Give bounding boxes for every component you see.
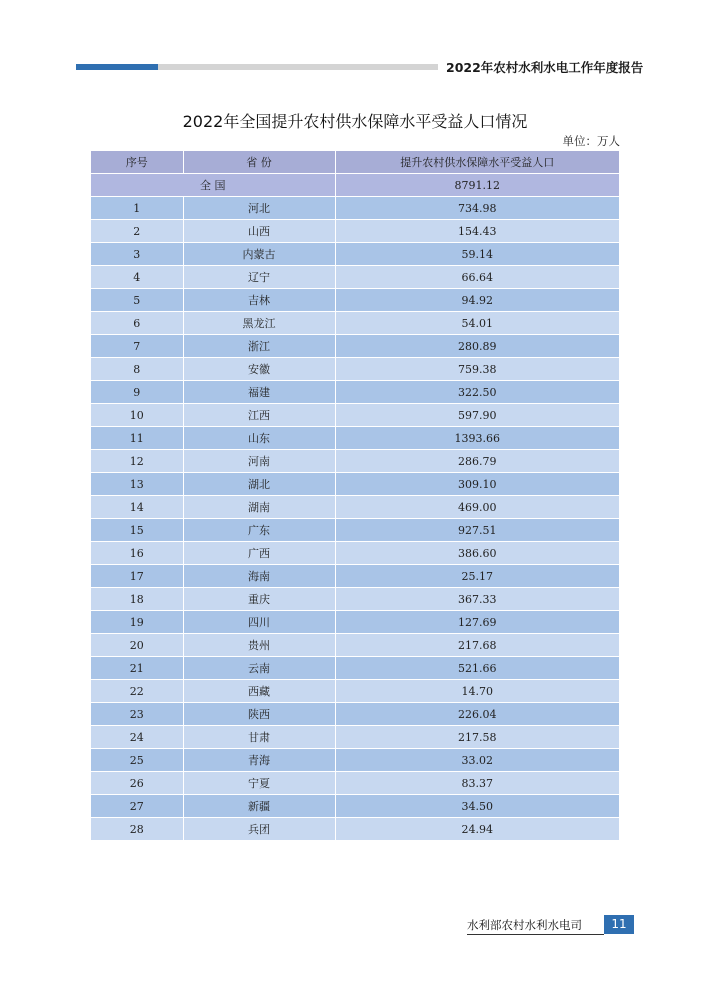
table-total-row xyxy=(91,174,619,197)
table-row xyxy=(91,496,619,519)
row-index: 14 xyxy=(91,496,183,519)
table-row xyxy=(91,404,619,427)
row-index: 21 xyxy=(91,657,183,680)
table-row xyxy=(91,266,619,289)
row-index: 16 xyxy=(91,542,183,565)
row-population: 386.60 xyxy=(335,542,619,565)
table-row xyxy=(91,703,619,726)
row-province: 山东 xyxy=(183,427,335,450)
table-row xyxy=(91,197,619,220)
table-row xyxy=(91,680,619,703)
table-row xyxy=(91,772,619,795)
page-title: 2022年全国提升农村供水保障水平受益人口情况 xyxy=(182,112,528,131)
row-province: 江西 xyxy=(183,404,335,427)
row-province: 安徽 xyxy=(183,358,335,381)
row-province: 贵州 xyxy=(183,634,335,657)
row-index: 10 xyxy=(91,404,183,427)
footer-org: 水利部农村水利水电司 xyxy=(467,918,582,932)
row-index: 23 xyxy=(91,703,183,726)
row-population: 309.10 xyxy=(335,473,619,496)
row-population: 226.04 xyxy=(335,703,619,726)
page-number: 11 xyxy=(604,915,634,934)
beneficiary-table xyxy=(91,151,619,841)
row-province: 湖南 xyxy=(183,496,335,519)
row-population: 217.58 xyxy=(335,726,619,749)
row-province: 辽宁 xyxy=(183,266,335,289)
column-header-index: 序号 xyxy=(91,151,183,174)
row-population: 66.64 xyxy=(335,266,619,289)
row-province: 广东 xyxy=(183,519,335,542)
row-province: 西藏 xyxy=(183,680,335,703)
column-header-population: 提升农村供水保障水平受益人口 xyxy=(335,151,619,174)
row-index: 12 xyxy=(91,450,183,473)
row-index: 8 xyxy=(91,358,183,381)
header-accent-bar xyxy=(76,64,158,70)
row-population: 469.00 xyxy=(335,496,619,519)
row-index: 20 xyxy=(91,634,183,657)
table-row xyxy=(91,726,619,749)
header-divider-bar xyxy=(158,64,438,70)
row-province: 陕西 xyxy=(183,703,335,726)
row-population: 759.38 xyxy=(335,358,619,381)
row-population: 521.66 xyxy=(335,657,619,680)
row-index: 22 xyxy=(91,680,183,703)
row-index: 15 xyxy=(91,519,183,542)
row-index: 4 xyxy=(91,266,183,289)
table-row xyxy=(91,358,619,381)
row-province: 海南 xyxy=(183,565,335,588)
column-header-province: 省 份 xyxy=(183,151,335,174)
row-province: 河南 xyxy=(183,450,335,473)
table-row xyxy=(91,749,619,772)
total-label: 全 国 xyxy=(91,174,335,197)
row-province: 湖北 xyxy=(183,473,335,496)
table-row xyxy=(91,657,619,680)
row-province: 宁夏 xyxy=(183,772,335,795)
row-province: 黑龙江 xyxy=(183,312,335,335)
table-row xyxy=(91,818,619,841)
unit-label: 单位：万人 xyxy=(562,134,620,148)
table-row xyxy=(91,542,619,565)
row-population: 33.02 xyxy=(335,749,619,772)
row-province: 云南 xyxy=(183,657,335,680)
table-row xyxy=(91,565,619,588)
row-province: 山西 xyxy=(183,220,335,243)
row-population: 286.79 xyxy=(335,450,619,473)
row-population: 217.68 xyxy=(335,634,619,657)
row-province: 青海 xyxy=(183,749,335,772)
row-province: 内蒙古 xyxy=(183,243,335,266)
row-population: 34.50 xyxy=(335,795,619,818)
row-population: 94.92 xyxy=(335,289,619,312)
row-population: 83.37 xyxy=(335,772,619,795)
table-row xyxy=(91,427,619,450)
row-province: 重庆 xyxy=(183,588,335,611)
row-index: 24 xyxy=(91,726,183,749)
report-header-title: 2022年农村水利水电工作年度报告 xyxy=(446,60,644,75)
row-index: 7 xyxy=(91,335,183,358)
row-province: 新疆 xyxy=(183,795,335,818)
row-index: 26 xyxy=(91,772,183,795)
row-index: 28 xyxy=(91,818,183,841)
row-index: 9 xyxy=(91,381,183,404)
footer-rule xyxy=(467,934,604,935)
row-population: 59.14 xyxy=(335,243,619,266)
row-province: 福建 xyxy=(183,381,335,404)
row-index: 5 xyxy=(91,289,183,312)
row-population: 1393.66 xyxy=(335,427,619,450)
row-index: 1 xyxy=(91,197,183,220)
table-row xyxy=(91,335,619,358)
table-row xyxy=(91,312,619,335)
table-row xyxy=(91,243,619,266)
table-row xyxy=(91,795,619,818)
table-row xyxy=(91,289,619,312)
row-population: 14.70 xyxy=(335,680,619,703)
table-row xyxy=(91,634,619,657)
row-province: 河北 xyxy=(183,197,335,220)
row-population: 280.89 xyxy=(335,335,619,358)
row-province: 兵团 xyxy=(183,818,335,841)
row-province: 四川 xyxy=(183,611,335,634)
table-row xyxy=(91,381,619,404)
row-index: 13 xyxy=(91,473,183,496)
row-province: 浙江 xyxy=(183,335,335,358)
row-index: 2 xyxy=(91,220,183,243)
row-index: 18 xyxy=(91,588,183,611)
row-population: 154.43 xyxy=(335,220,619,243)
row-population: 734.98 xyxy=(335,197,619,220)
table-row xyxy=(91,220,619,243)
row-population: 25.17 xyxy=(335,565,619,588)
table-row xyxy=(91,588,619,611)
row-index: 17 xyxy=(91,565,183,588)
row-index: 19 xyxy=(91,611,183,634)
row-province: 广西 xyxy=(183,542,335,565)
row-population: 127.69 xyxy=(335,611,619,634)
row-index: 27 xyxy=(91,795,183,818)
table-row xyxy=(91,450,619,473)
row-index: 11 xyxy=(91,427,183,450)
row-population: 927.51 xyxy=(335,519,619,542)
table-header-row xyxy=(91,151,619,174)
row-province: 吉林 xyxy=(183,289,335,312)
row-population: 597.90 xyxy=(335,404,619,427)
row-population: 322.50 xyxy=(335,381,619,404)
row-province: 甘肃 xyxy=(183,726,335,749)
total-value: 8791.12 xyxy=(335,174,619,197)
table-row xyxy=(91,519,619,542)
table-row xyxy=(91,473,619,496)
row-index: 6 xyxy=(91,312,183,335)
table-row xyxy=(91,611,619,634)
row-index: 25 xyxy=(91,749,183,772)
row-index: 3 xyxy=(91,243,183,266)
row-population: 367.33 xyxy=(335,588,619,611)
row-population: 54.01 xyxy=(335,312,619,335)
row-population: 24.94 xyxy=(335,818,619,841)
